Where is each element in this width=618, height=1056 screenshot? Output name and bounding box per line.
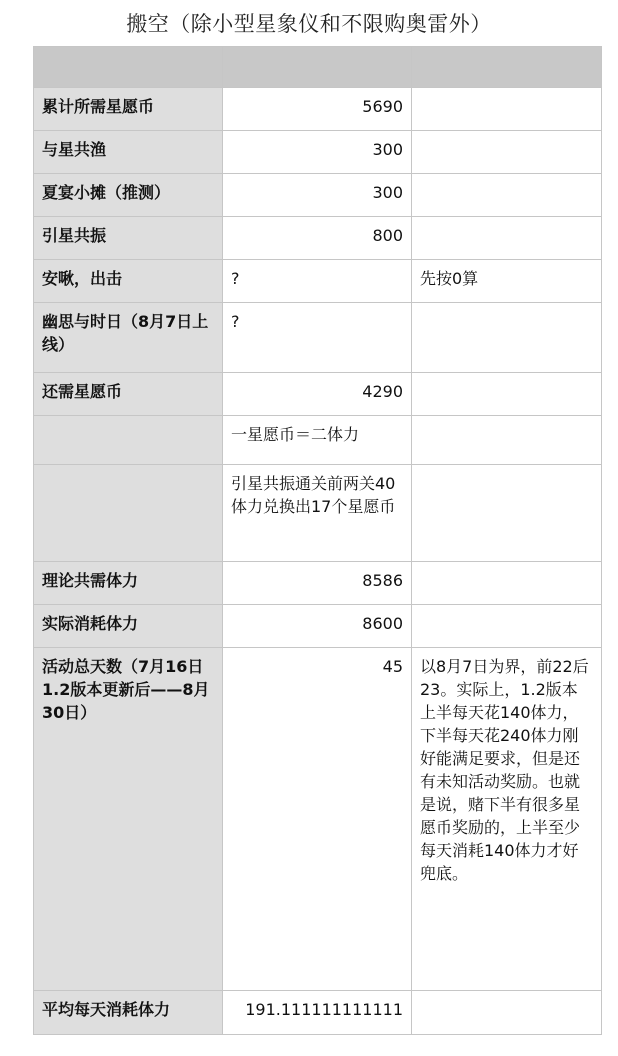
header-cell-1 <box>34 47 223 88</box>
table-row <box>34 648 602 991</box>
data-table <box>33 46 602 1035</box>
row-label: 累计所需星愿币 <box>34 88 223 131</box>
row-label: 夏宴小摊（推测） <box>34 174 223 217</box>
header-row <box>34 47 602 88</box>
row-value: 5690 <box>223 88 412 131</box>
row-note <box>412 991 602 1035</box>
row-note <box>412 88 602 131</box>
row-value: 300 <box>223 131 412 174</box>
table-row <box>34 465 602 562</box>
row-note <box>412 174 602 217</box>
table-row <box>34 88 602 131</box>
table-row <box>34 373 602 416</box>
row-label: 幽思与时日（8月7日上线） <box>34 303 223 373</box>
row-note: 先按0算 <box>412 260 602 303</box>
table-row <box>34 174 602 217</box>
row-label: 引星共振 <box>34 217 223 260</box>
table-row <box>34 416 602 465</box>
row-label: 实际消耗体力 <box>34 605 223 648</box>
header-cell-3 <box>412 47 602 88</box>
row-label: 活动总天数（7月16日1.2版本更新后——8月30日） <box>34 648 223 991</box>
row-note <box>412 303 602 373</box>
row-note <box>412 416 602 465</box>
row-value: 引星共振通关前两关40体力兑换出17个星愿币 <box>223 465 412 562</box>
row-label: 理论共需体力 <box>34 562 223 605</box>
row-value: 800 <box>223 217 412 260</box>
header-cell-2 <box>223 47 412 88</box>
row-value: ? <box>223 260 412 303</box>
row-value: 191.111111111111 <box>223 991 412 1035</box>
row-note <box>412 131 602 174</box>
row-value: 8586 <box>223 562 412 605</box>
row-note <box>412 605 602 648</box>
row-value: 一星愿币＝二体力 <box>223 416 412 465</box>
row-note <box>412 373 602 416</box>
row-value: 45 <box>223 648 412 991</box>
row-value: ? <box>223 303 412 373</box>
row-label <box>34 416 223 465</box>
row-label: 平均每天消耗体力 <box>34 991 223 1035</box>
table-row <box>34 605 602 648</box>
row-label <box>34 465 223 562</box>
page-title: 搬空（除小型星象仪和不限购奥雷外） <box>126 12 492 36</box>
row-label: 与星共渔 <box>34 131 223 174</box>
row-note <box>412 562 602 605</box>
row-note <box>412 217 602 260</box>
table-row <box>34 562 602 605</box>
table-row <box>34 991 602 1035</box>
row-value: 8600 <box>223 605 412 648</box>
table-row <box>34 217 602 260</box>
row-value: 300 <box>223 174 412 217</box>
row-label: 还需星愿币 <box>34 373 223 416</box>
row-note: 以8月7日为界，前22后23。实际上，1.2版本上半每天花140体力，下半每天花240体力刚好能满足要求，但是还有未知活动奖励。也就是说，赌下半有很多星愿币奖励的，上半至少每天消耗140体力才好兜底。 <box>412 648 602 991</box>
row-note <box>412 465 602 562</box>
row-label: 安啾，出击 <box>34 260 223 303</box>
table-row <box>34 131 602 174</box>
table-row <box>34 260 602 303</box>
row-value: 4290 <box>223 373 412 416</box>
table-row <box>34 303 602 373</box>
